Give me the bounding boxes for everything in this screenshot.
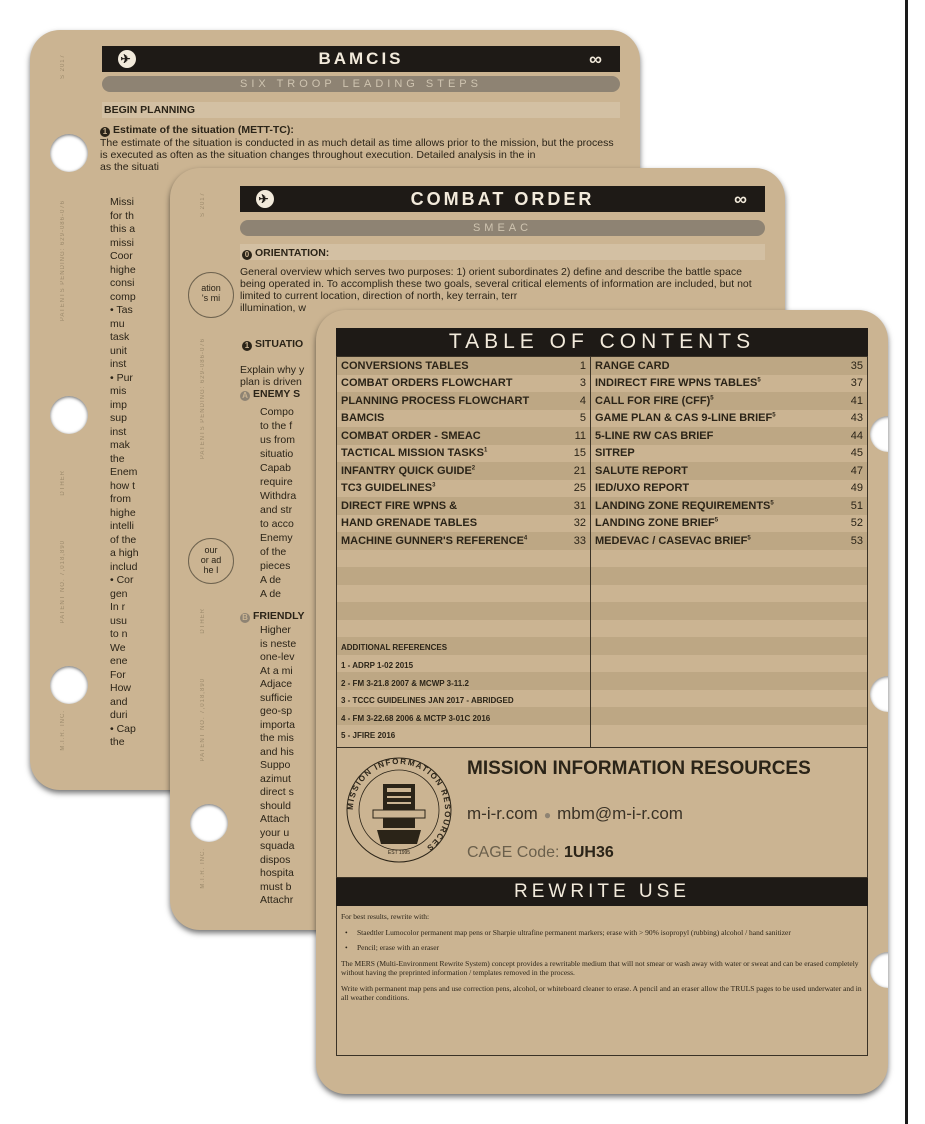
toc-entry-page: 53	[850, 534, 863, 547]
text-fragment: comp	[110, 290, 136, 303]
text-fragment: should	[260, 799, 291, 812]
text-fragment: situatio	[260, 448, 294, 460]
cage-label: CAGE Code:	[467, 844, 560, 861]
toc-entry[interactable]	[591, 392, 867, 410]
toc-entry-label: SALUTE REPORT	[595, 464, 688, 477]
text-fragment: • Cap	[110, 722, 136, 735]
toc-entry-label: CONVERSIONS TABLES	[341, 359, 469, 372]
text-fragment: for th	[110, 209, 134, 222]
text-fragment: consi	[110, 277, 135, 289]
toc-entry[interactable]	[337, 532, 590, 550]
toc-entry-title	[595, 465, 841, 477]
infinity-icon: ∞	[589, 49, 602, 69]
toc-entry-page: 11	[574, 429, 586, 442]
text-fragment: • Tas	[110, 304, 133, 316]
text-fragment: Higher	[260, 624, 291, 636]
row-stripe	[337, 620, 867, 638]
toc-entry[interactable]	[337, 445, 590, 463]
card-subtitle: SIX TROOP LEADING STEPS	[102, 76, 620, 92]
para-text: The estimate of the situation is conducted in as much detail as time allows prior to the mission, but the process is executed as often as the situation changes throughout execution. Detailed analysis in the in	[100, 137, 614, 161]
toc-entry-title	[341, 482, 564, 494]
rw-paragraph: The MERS (Multi-Environment Rewrite System) concept provides a rewritable medium that will not smear or wash away with water or sweat and can be erased completely without having the preprinted information / templates removed in the process.	[341, 958, 859, 977]
toc-entry-label: COMBAT ORDER - SMEAC	[341, 429, 481, 442]
toc-entry-page: 49	[850, 482, 863, 495]
text-fragment: this a	[110, 223, 136, 235]
text-fragment: your u	[260, 826, 290, 839]
text-fragment: pieces	[260, 560, 291, 572]
para-text: General overview which serves two purposes: 1) orient subordinates 2) define and describe the battle space being operated in. To accomplish these two goals, several critical elements of information are included, but not limited to current location, direction of north, key terrain, terr	[240, 266, 752, 302]
toc-entry-label: GAME PLAN & CAS 9-LINE BRIEF	[595, 412, 773, 425]
footnote-ref: 5	[710, 395, 714, 402]
page-edge-line	[905, 0, 908, 1124]
text-fragment: a high	[110, 547, 139, 559]
text-fragment: direct s	[260, 786, 294, 798]
text-fragment: hospita	[260, 867, 294, 879]
toc-entry-title	[595, 482, 841, 494]
text-fragment: At a mi	[260, 664, 293, 677]
body-paragraph	[100, 124, 620, 173]
text-fragment: sufficie	[260, 691, 293, 704]
text-fragment: highe	[110, 263, 136, 276]
section-label: ORIENTATION:	[255, 247, 330, 259]
text-fragment: sup	[110, 412, 127, 424]
cage-code	[467, 844, 614, 862]
text-fragment: Missi	[110, 196, 134, 208]
footnote-ref: 5	[714, 517, 719, 524]
toc-entry-label: PLANNING PROCESS FLOWCHART	[341, 394, 530, 407]
text-fragment: Compo	[260, 406, 294, 418]
rw-intro: For best results, rewrite with:	[341, 912, 430, 921]
toc-entry[interactable]	[337, 392, 590, 410]
side-print: M.I.R. INC.	[60, 710, 66, 751]
text-fragment: to acco	[260, 518, 294, 530]
references-title: ADDITIONAL REFERENCES	[341, 643, 448, 652]
text-fragment: and his	[260, 745, 294, 758]
item-heading: Estimate of the situation (METT-TC):	[113, 124, 294, 136]
text-fragment: Attach	[260, 813, 290, 825]
website-link[interactable]: m-i-r.com	[467, 804, 538, 823]
toc-entry[interactable]	[591, 462, 867, 480]
toc-entry-page: 15	[573, 447, 586, 460]
separator-dot-icon: ●	[543, 808, 552, 822]
side-print: PATENTS PENDING: 629-086-076	[60, 200, 66, 322]
tab-notch	[870, 952, 888, 988]
footnote-ref: 3	[432, 482, 436, 489]
para-tail: illumination, w	[240, 302, 306, 314]
toc-entry-page: 21	[573, 464, 586, 477]
text-fragment: to n	[110, 628, 128, 640]
letter-a-icon: A	[240, 391, 250, 401]
mir-seal-logo-icon	[343, 754, 455, 866]
text-fragment: of the	[110, 533, 137, 546]
footnote-ref: 5	[770, 500, 774, 507]
body-paragraph	[240, 266, 760, 314]
para-tail: as the situati	[100, 161, 159, 173]
text-fragment: of the	[260, 546, 287, 558]
text-fragment: Enem	[110, 466, 138, 478]
toc-entry-label: 5-LINE RW CAS BRIEF	[595, 429, 714, 442]
toc-entry-label: DIRECT FIRE WPNS &	[341, 499, 458, 512]
toc-left-column	[337, 357, 590, 550]
cropped-circle-text: ation 's mi	[188, 272, 234, 318]
toc-entry-title	[595, 447, 841, 459]
tab-notch	[870, 416, 888, 452]
toc-entry-title	[595, 517, 841, 529]
cropped-text-column	[260, 624, 320, 908]
toc-entry[interactable]	[337, 410, 590, 428]
toc-entry-page: 1	[579, 359, 586, 372]
toc-entry-title	[341, 465, 564, 477]
text-fragment: A de	[260, 588, 282, 600]
text-fragment: intelli	[110, 520, 134, 532]
side-print: DTHER	[60, 470, 66, 496]
section-heading	[242, 247, 329, 260]
section-label: SITUATIO	[255, 338, 304, 350]
sub-heading-label: FRIENDLY	[253, 610, 305, 622]
toc-entry-page: 52	[850, 517, 863, 530]
toc-entry[interactable]	[591, 375, 867, 393]
toc-entry[interactable]	[591, 532, 867, 550]
toc-entry-title	[595, 377, 841, 389]
text-fragment: the mis	[260, 732, 294, 744]
sub-heading: ENEMY S	[253, 388, 301, 400]
toc-entry-title	[341, 395, 564, 407]
toc-entry-label: LANDING ZONE REQUIREMENTS	[595, 499, 771, 512]
text-fragment: the	[110, 736, 125, 748]
toc-entry-page: 44	[850, 429, 863, 442]
toc-entry-label: SITREP	[595, 447, 635, 460]
text-fragment: is neste	[260, 637, 297, 650]
toc-entry[interactable]	[337, 515, 590, 533]
text-fragment: gen	[110, 587, 128, 600]
toc-entry-title	[341, 360, 564, 372]
reference-item: 5 - JFIRE 2016	[341, 731, 396, 741]
toc-entry-title	[595, 412, 841, 424]
side-print: S 2017	[60, 54, 66, 80]
toc-entry[interactable]	[591, 427, 867, 445]
footnote-ref: 5	[772, 412, 776, 419]
toc-entry-title	[341, 535, 564, 547]
text-fragment: For	[110, 668, 126, 681]
text-fragment: Coor	[110, 250, 133, 262]
toc-entry-title	[341, 430, 564, 442]
toc-entry-page: 43	[850, 412, 863, 425]
text-fragment: highe	[110, 506, 136, 519]
binder-hole	[50, 134, 88, 172]
toc-entry-label: MEDEVAC / CASEVAC BRIEF	[595, 534, 748, 547]
toc-entry-label: INFANTRY QUICK GUIDE	[341, 464, 472, 477]
text-fragment: azimut	[260, 772, 291, 785]
text-fragment: unit	[110, 344, 127, 357]
toc-entry-title	[595, 395, 841, 407]
card-subtitle: SMEAC	[240, 220, 765, 236]
footnote-ref: 1	[484, 447, 488, 454]
text-fragment: missi	[110, 236, 134, 249]
reference-item: 2 - FM 3-21.8 2007 & MCWP 3-11.2	[341, 678, 469, 688]
toc-entry[interactable]	[337, 480, 590, 498]
number-1-icon: 1	[242, 341, 252, 351]
text-fragment: how t	[110, 479, 136, 492]
cropped-circle-text: our or ad he I	[188, 538, 234, 584]
toc-entry-page: 3	[579, 377, 586, 390]
seal-text: MISSION INFORMATION RESOURCES	[345, 756, 453, 854]
text-fragment: importa	[260, 718, 296, 731]
tab-notch	[870, 676, 888, 712]
toc-entry-label: RANGE CARD	[595, 359, 670, 372]
toc-entry-label: IED/UXO REPORT	[595, 482, 690, 495]
rewrite-instructions	[336, 906, 868, 1056]
rw-bullet: • Staedtler Lumocolor permanent map pens or Sharpie ultrafine permanent markers; erase with > 90% isopropyl (rubbing) alcohol / hand sanitizer	[341, 928, 863, 938]
toc-entry-title	[595, 430, 841, 442]
text-fragment: duri	[110, 709, 128, 721]
row-stripe	[337, 567, 867, 585]
seal-year: EST 1995	[387, 850, 411, 856]
infinity-icon: ∞	[734, 189, 747, 209]
cropped-text-column	[260, 406, 320, 602]
text-fragment: We	[110, 641, 126, 654]
reference-item: 4 - FM 3-22.68 2006 & MCTP 3-01C 2016	[341, 713, 491, 723]
text-fragment: How	[110, 682, 132, 694]
toc-right-column	[591, 357, 867, 550]
globe-logo-icon: ✈	[256, 190, 274, 208]
text-fragment: require	[260, 476, 293, 488]
mir-contact-box	[336, 748, 868, 878]
text-fragment: usu	[110, 614, 127, 627]
text-fragment: • Pur	[110, 371, 133, 384]
binder-hole	[50, 666, 88, 704]
card-header	[240, 186, 765, 212]
toc-entry[interactable]	[337, 462, 590, 480]
toc-entry[interactable]	[591, 410, 867, 428]
text-fragment: mak	[110, 439, 130, 451]
text-fragment: Adjace	[260, 678, 293, 690]
toc-entry-page: 31	[573, 499, 586, 512]
toc-entry-label: INDIRECT FIRE WPNS TABLES	[595, 377, 758, 390]
toc-entry[interactable]	[591, 480, 867, 498]
toc-entry-page: 45	[850, 447, 863, 460]
email-link[interactable]: mbm@m-i-r.com	[557, 804, 683, 823]
footnote-ref: 5	[747, 535, 751, 542]
toc-entry[interactable]	[591, 497, 867, 515]
text-fragment: dispos	[260, 853, 291, 866]
text-fragment: Enemy	[260, 532, 293, 544]
text-fragment: • Cor	[110, 574, 134, 586]
toc-entry-title	[341, 377, 564, 389]
toc-entry-label: MACHINE GUNNER'S REFERENCE	[341, 534, 524, 547]
toc-entry[interactable]	[337, 427, 590, 445]
card-header	[102, 46, 620, 72]
text-fragment: Withdra	[260, 490, 297, 502]
text-fragment: to the f	[260, 420, 293, 432]
toc-entry-page: 32	[573, 517, 586, 530]
column-divider	[590, 357, 591, 747]
reference-item: 3 - TCCC GUIDELINES JAN 2017 - ABRIDGED	[341, 696, 514, 706]
toc-entry-page: 25	[573, 482, 586, 495]
toc-entry[interactable]	[591, 357, 867, 375]
text-fragment: the	[110, 452, 125, 465]
text-fragment: squada	[260, 840, 295, 852]
toc-entry-label: TC3 GUIDELINES	[341, 482, 433, 495]
row-stripe	[337, 585, 867, 603]
rw-bullet: • Pencil; erase with an eraser	[341, 943, 863, 953]
card-title: BAMCIS	[318, 49, 404, 68]
toc-entry-page: 37	[850, 377, 863, 390]
cropped-text-column	[240, 364, 320, 401]
toc-entry-title	[341, 447, 564, 459]
text-fragment: and	[110, 695, 128, 708]
text-fragment: imp	[110, 398, 127, 411]
side-print: PATENT NO. 7,018,890	[200, 678, 206, 762]
text-fragment: ene	[110, 655, 128, 667]
toc-entry-label: LANDING ZONE BRIEF	[595, 517, 715, 530]
text-fragment: Attachr	[260, 894, 294, 906]
binder-hole	[50, 396, 88, 434]
toc-entry-label: TACTICAL MISSION TASKS	[341, 447, 484, 460]
rw-paragraph: Write with permanent map pens and use correction pens, alcohol, or whiteboard cleaner to erase. A pencil and an eraser allow the TRULS pages to be used underwater and in all weather conditions.	[341, 983, 862, 1002]
text-fragment: inst	[110, 425, 127, 438]
toc-entry[interactable]	[337, 497, 590, 515]
text-fragment: In r	[110, 601, 126, 613]
sub-heading	[240, 610, 320, 623]
text-fragment: Capab	[260, 462, 291, 474]
toc-entry[interactable]	[591, 515, 867, 533]
toc-entry-title	[595, 360, 841, 372]
side-print: M.I.R. INC.	[200, 848, 206, 889]
toc-entry-title	[341, 500, 564, 512]
toc-entry-title	[595, 535, 841, 547]
text-fragment: must b	[260, 880, 292, 893]
toc-entry-page: 33	[573, 534, 586, 547]
section-heading: BEGIN PLANNING	[104, 104, 196, 116]
number-0-icon: 0	[242, 250, 252, 260]
toc-entry[interactable]	[337, 375, 590, 393]
toc-entry-title	[341, 517, 564, 529]
binder-hole	[190, 804, 228, 842]
mir-contact-line	[467, 804, 683, 824]
toc-title: TABLE OF CONTENTS	[336, 328, 868, 356]
footnote-ref: 4	[523, 535, 528, 542]
toc-entry-page: 47	[850, 464, 863, 477]
toc-entry-page: 4	[579, 394, 586, 407]
text-fragment: task	[110, 331, 130, 343]
letter-b-icon: B	[240, 613, 250, 623]
side-print: S 2017	[200, 192, 206, 218]
text-fragment: geo-sp	[260, 705, 293, 717]
toc-entry-page: 51	[850, 499, 863, 512]
toc-entry-label: HAND GRENADE TABLES	[341, 517, 478, 530]
toc-table	[336, 356, 868, 748]
row-stripe	[337, 550, 867, 568]
row-stripe	[337, 602, 867, 620]
side-print: PATENT NO. 7,018,890	[60, 540, 66, 624]
section-heading	[242, 338, 303, 351]
number-1-icon: 1	[100, 127, 110, 137]
footnote-ref: 5	[757, 377, 761, 384]
toc-entry-page: 5	[579, 412, 586, 425]
text-fragment: inst	[110, 358, 127, 370]
side-print: PATENTS PENDING: 629-086-076	[200, 338, 206, 460]
text-fragment: mis	[110, 385, 127, 397]
toc-entry-label: COMBAT ORDERS FLOWCHART	[341, 377, 513, 390]
toc-entry-label: BAMCIS	[341, 412, 385, 425]
text-fragment: one-lev	[260, 651, 295, 663]
toc-entry-title	[595, 500, 841, 512]
text-fragment: Explain why y	[240, 364, 305, 376]
toc-entry-page: 41	[850, 394, 863, 407]
text-fragment: Suppo	[260, 759, 291, 771]
text-fragment: plan is driven	[240, 376, 302, 388]
rewrite-use-title: REWRITE USE	[336, 878, 868, 906]
mir-title: MISSION INFORMATION RESOURCES	[467, 758, 811, 779]
globe-logo-icon: ✈	[118, 50, 136, 68]
text-fragment: mu	[110, 317, 125, 330]
card-title: COMBAT ORDER	[410, 188, 595, 209]
toc-entry[interactable]	[591, 445, 867, 463]
toc-entry-label: CALL FOR FIRE (CFF)	[595, 394, 711, 407]
cropped-text-column	[110, 196, 170, 750]
reference-item: 1 - ADRP 1-02 2015	[341, 661, 414, 671]
table-of-contents-card	[316, 310, 888, 1094]
text-fragment: from	[110, 493, 131, 505]
side-print: DTHER	[200, 608, 206, 634]
text-fragment: A de	[260, 574, 282, 586]
footnote-ref: 2	[471, 465, 476, 472]
toc-entry[interactable]	[337, 357, 590, 375]
toc-entry-page: 35	[850, 359, 863, 372]
text-fragment: includ	[110, 560, 138, 573]
text-fragment: us from	[260, 434, 296, 446]
toc-entry-title	[341, 412, 564, 424]
cage-value: 1UH36	[563, 844, 614, 861]
text-fragment: and str	[260, 504, 293, 516]
